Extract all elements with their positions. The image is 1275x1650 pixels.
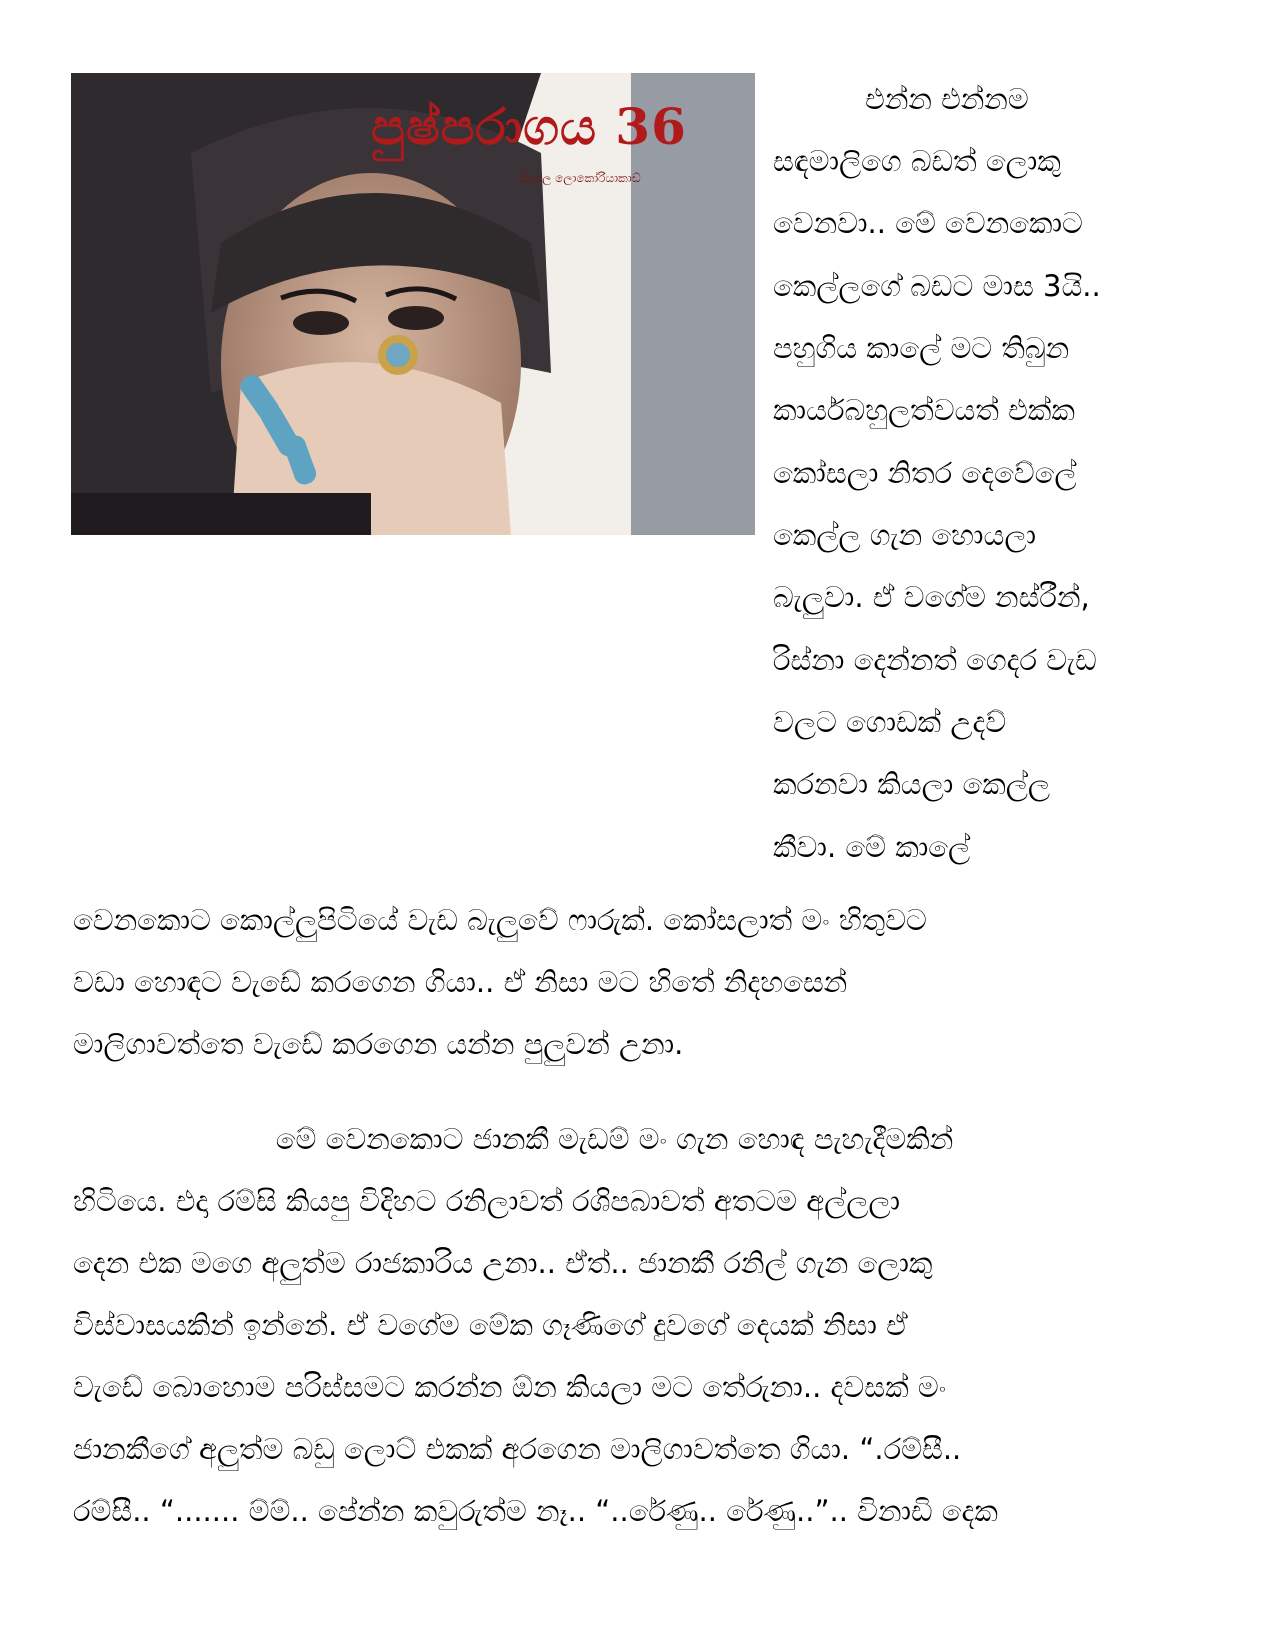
- side-line: වලට ගොඩක් උදව්: [773, 705, 1007, 739]
- paragraph-line: මේ වෙනකොට ජානකී මැඩම් මං ගැන හොඳ පැහැදීමකින්: [73, 1122, 954, 1156]
- paragraph-line: විස්වාසයකින් ඉන්නේ. ඒ වගේම මේක ගෑණිගේ දුවගේ දෙයක් නිසා ඒ: [73, 1308, 908, 1342]
- side-line: කෙල්ල ගැන හොයලා: [773, 518, 1036, 552]
- side-line: කාර්යබහුලත්වයත් එක්ක: [773, 393, 1075, 427]
- side-line: බැලුවා. ඒ වගේම නස්රීන්,: [773, 580, 1090, 614]
- paragraph-line: වඩා හොඳට වැඩේ කරගෙන ගියා.. ඒ නිසා මට හිතේ නිදහසෙන්: [73, 965, 848, 999]
- side-line: සඳමාලිගෙ බඩත් ලොකු: [773, 144, 1061, 178]
- side-line: එන්න එන්නම: [773, 82, 1029, 116]
- paragraph-line: වැඩේ බොහොම පරිස්සමට කරන්න ඕන කියලා මට තේරුනා.. දවසක් මං: [73, 1370, 947, 1404]
- paragraph-line: රම්සී.. “....... ම්ම්.. පේන්න කවුරුත්ම නෑ.. “..රේණු.. රේණු..”.. විනාඩි දෙක: [73, 1494, 998, 1528]
- logo-title: පුෂ්පරාගය 36: [371, 97, 687, 156]
- side-line: කෙල්ලගේ බඩට මාස 3යි..: [773, 269, 1101, 303]
- side-line: කරනවා කියලා කෙල්ල: [773, 767, 1051, 801]
- side-line: රිස්නා දෙන්නත් ගෙදර වැඩ: [773, 643, 1097, 677]
- side-line: කීවා. මේ කාලේ: [773, 830, 971, 864]
- paragraph-line: දෙන එක මගෙ අලුත්ම රාජකාරිය උනා.. ඒත්.. ජානකී රනිල් ගැන ලොකු: [73, 1246, 933, 1280]
- logo-subtitle: සිංහල ලොකෝරියාකාඩ්: [521, 171, 641, 185]
- cover-photo: [71, 73, 755, 535]
- paragraph-line: මාලිගාවත්තෙ වැඩේ කරගෙන යන්න පුලුවන් උනා.: [73, 1027, 684, 1061]
- paragraph-line: හිටියෙ. එදා රම්සි කියපු විදිහට රනිලාවත් රශිපබාවත් අතටම අල්ලලා: [73, 1184, 900, 1218]
- side-line: කෝසලා නිතර දෙවේලේ: [773, 456, 1077, 490]
- side-line: පහුගිය කාලේ මට තිබුන: [773, 331, 1070, 365]
- paragraph-line: වෙනකොට කොල්ලුපිටියේ වැඩ බැලුවේ ෆාරුක්. කෝසලාත් මං හිතුවට: [73, 903, 927, 937]
- paragraph-line: ජානකීගේ අලුත්ම බඩු ලොට් එකක් අරගෙන මාලිගාවත්තෙ ගියා. “.රම්සී..: [73, 1432, 962, 1466]
- side-line: වෙනවා.. මේ වෙනකොට: [773, 206, 1083, 240]
